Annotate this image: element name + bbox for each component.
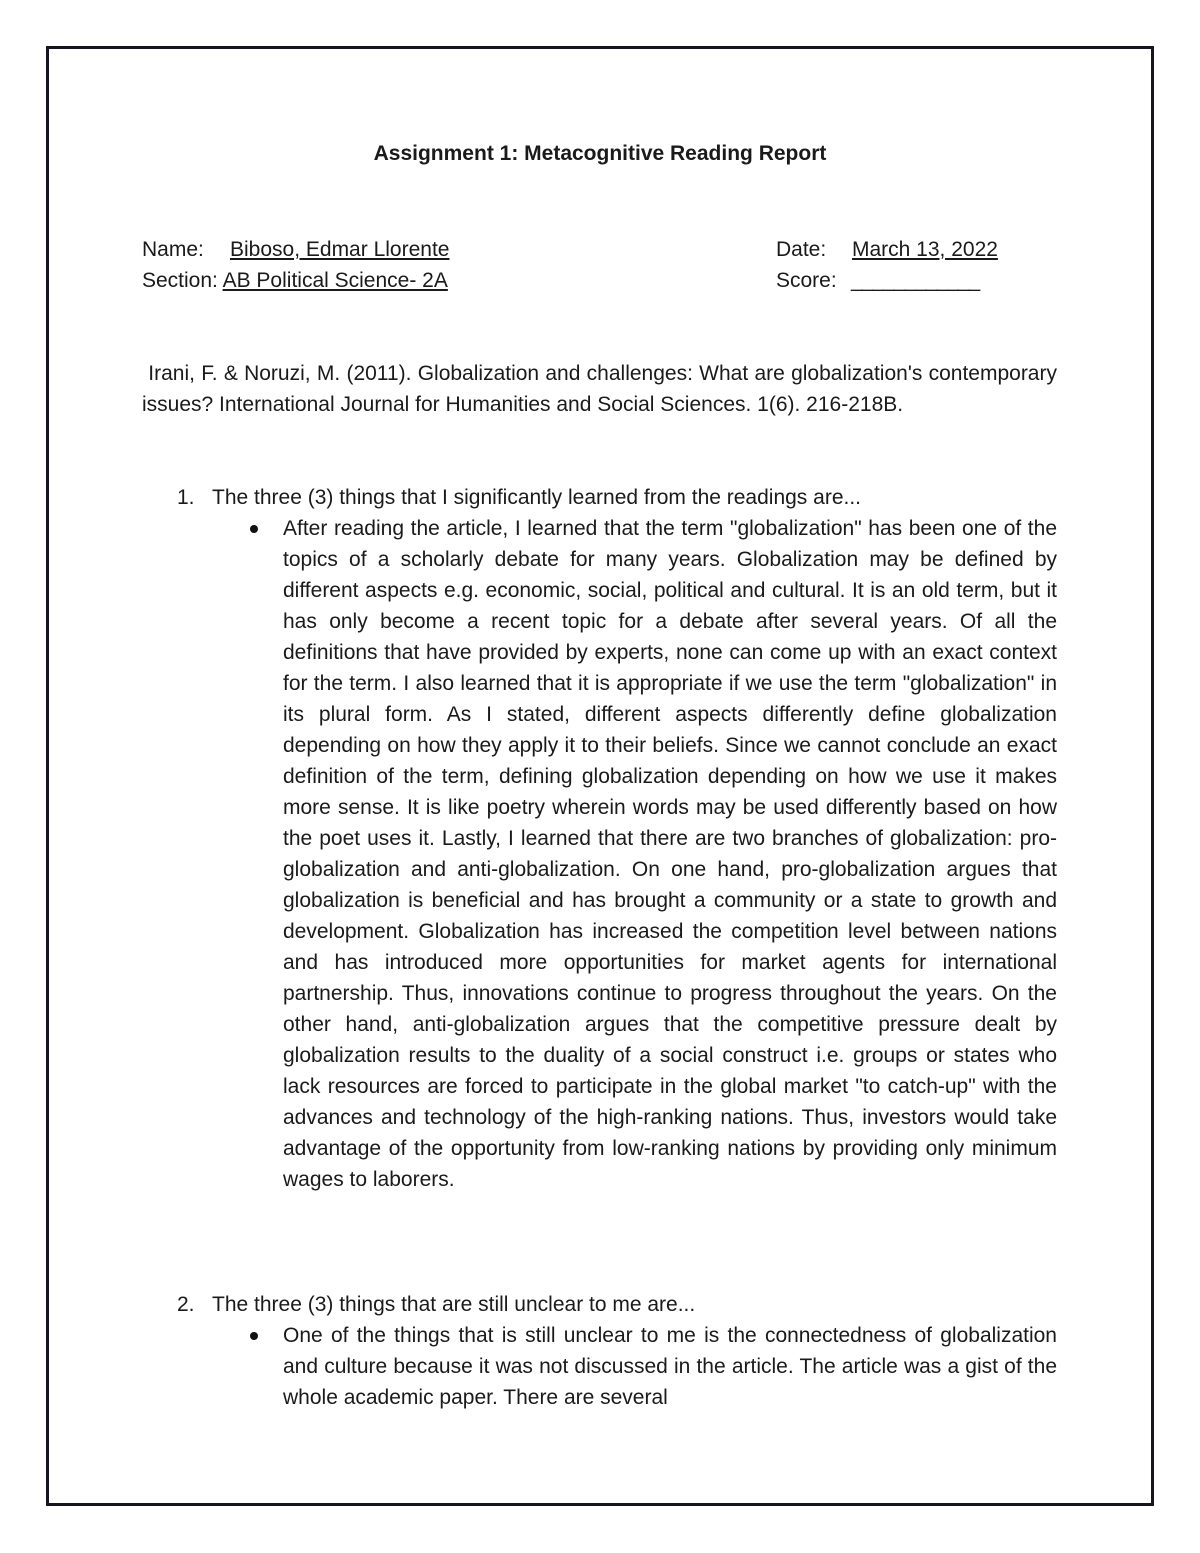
section-field (142, 265, 448, 296)
score-blank: ____________ (851, 269, 980, 292)
section-label: Section: (142, 269, 218, 292)
answer-text: One of the things that is still unclear to me is the connectedness of globalization and culture because it was not discussed in the article. The article was a gist of the whole academic paper. There are several (283, 1324, 1057, 1409)
question-prompt: The three (3) things that are still unclear to me are... (212, 1293, 696, 1316)
date-label: Date: (776, 238, 827, 261)
date-value: March 13, 2022 (852, 238, 998, 261)
score-field (776, 265, 979, 296)
name-field (142, 234, 449, 265)
reference-citation (142, 358, 1057, 420)
question-1 (177, 482, 861, 513)
question-prompt: The three (3) things that I significantly learned from the readings are... (212, 486, 862, 509)
bullet-icon (250, 525, 258, 533)
name-value: Biboso, Edmar Llorente (230, 238, 450, 261)
score-label: Score: (776, 269, 837, 292)
name-label: Name: (142, 238, 204, 261)
answer-text: After reading the article, I learned that the term "globalization" has been one of the topics of a scholarly debate for many years. Globalization may be defined by different aspects e.g. economic, social, political and cultural. It is an old term, but it has only become a recent topic for a debate after several years. Of all the definitions that have provided by experts, none can come up with an exact context for the term. I also learned that it is appropriate if we use the term "globalization" in its plural form. As I stated, different aspects differently define globalization depending on how they apply it to their beliefs. Since we cannot conclude an exact definition of the term, defining globalization depending on how we use it makes more sense. It is like poetry wherein words may be used differently based on how the poet uses it. Lastly, I learned that there are two branches of globalization: pro-globalization and anti-globalization. On one hand, pro-globalization argues that globalization is beneficial and has brought a community or a state to growth and development. Globalization has increased the competition level between nations and has introduced more opportunities for market agents for international partnership. Thus, innovations continue to progress throughout the years. On the other hand, anti-globalization argues that the competitive pressure dealt by globalization results to the duality of a social construct i.e. groups or states who lack resources are forced to participate in the global market "to catch-up" with the advances and technology of the high-ranking nations. Thus, investors would take advantage of the opportunity from low-ranking nations by providing only minimum wages to laborers. (283, 517, 1057, 1191)
answer-2 (283, 1320, 1057, 1413)
question-number: 1. (177, 486, 195, 509)
answer-1 (283, 513, 1057, 1195)
section-value: AB Political Science- 2A (222, 269, 448, 292)
citation-text: Irani, F. & Noruzi, M. (2011). Globalization and challenges: What are globalization's contemporary issues? International Journal for Humanities and Social Sciences. 1(6). 216-218B. (142, 362, 1057, 416)
document-title: Assignment 1: Metacognitive Reading Report (373, 142, 827, 165)
question-2 (177, 1289, 695, 1320)
bullet-icon (250, 1332, 258, 1340)
question-number: 2. (177, 1293, 195, 1316)
date-field (776, 234, 998, 265)
